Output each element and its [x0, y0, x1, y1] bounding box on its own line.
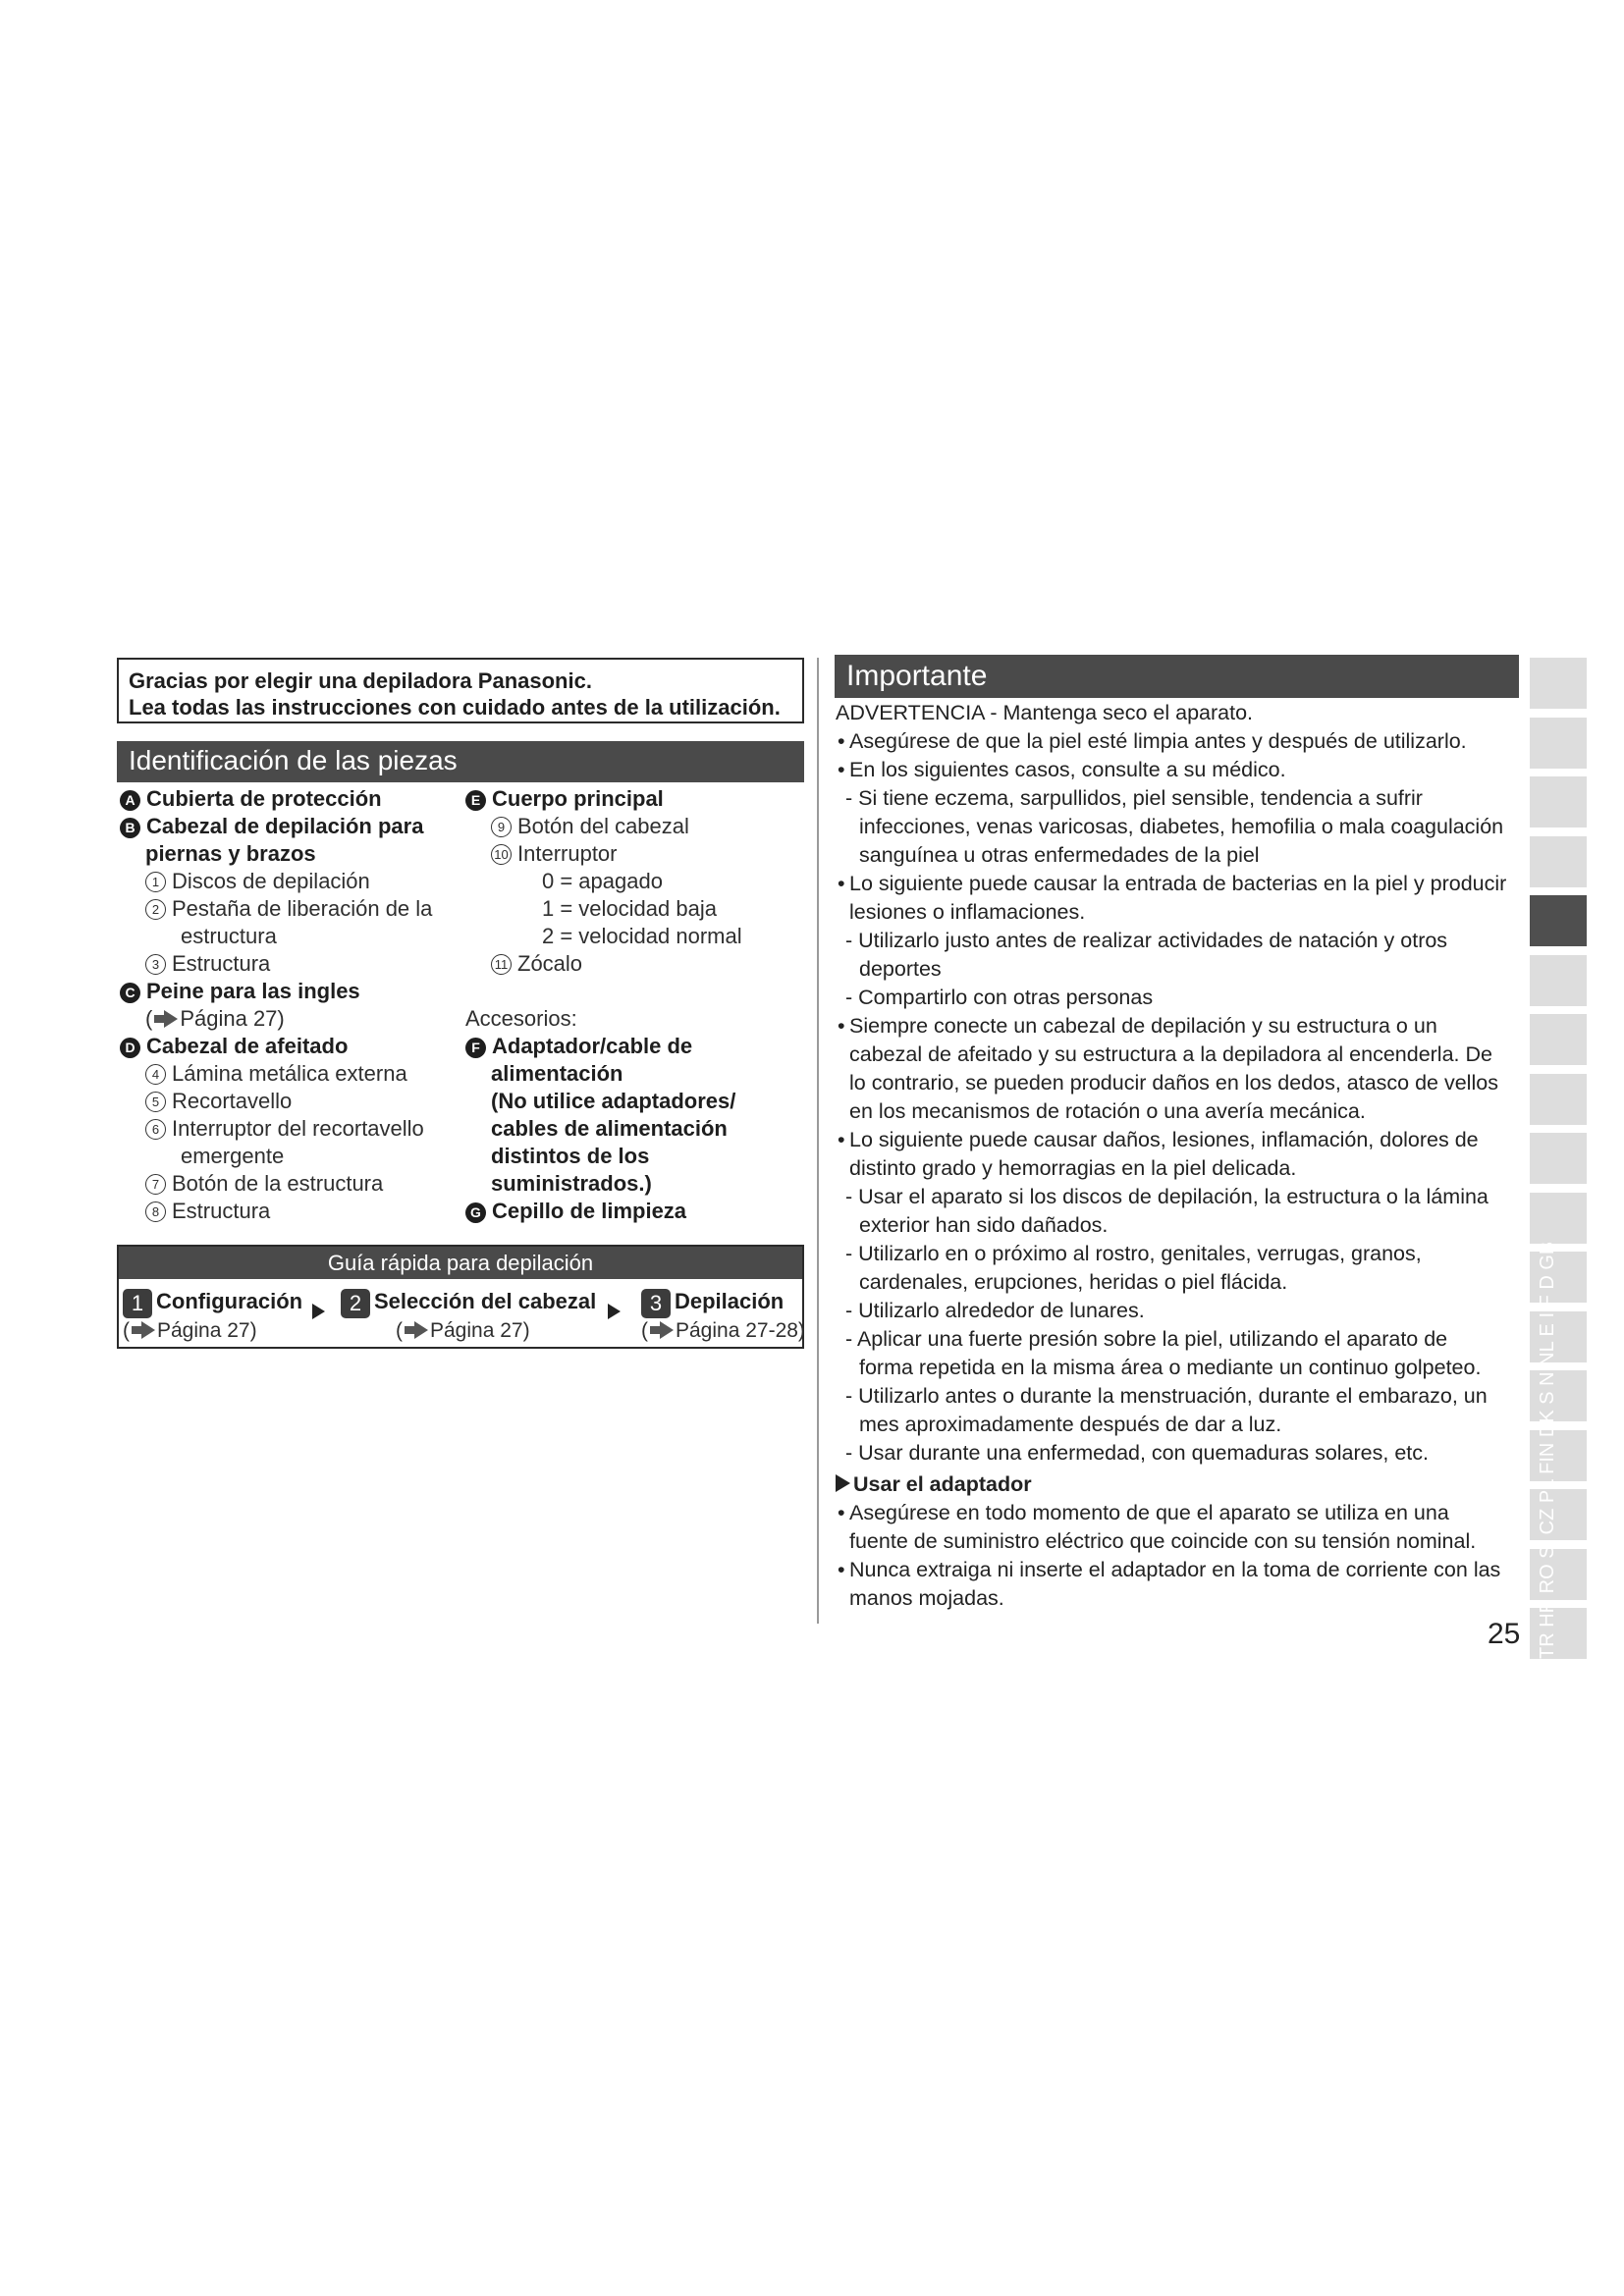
dash-line-cont: sanguínea u otras enfermedades de la piel — [859, 843, 1260, 867]
item-4: 4 Lámina metálica externa — [120, 1060, 454, 1088]
warning-line: ADVERTENCIA - Mantenga seco el aparato. — [836, 701, 1254, 724]
number-8-icon: 8 — [145, 1201, 166, 1222]
bullet-line: • Lo siguiente puede causar la entrada de bacterias en la piel y producir — [838, 872, 1507, 895]
part-f: F Adaptador/cable de — [465, 1033, 804, 1060]
step-2-title: Selección del cabezal — [374, 1289, 597, 1313]
bullet-line: • Nunca extraiga ni inserte el adaptador en la toma de corriente con las — [838, 1558, 1501, 1581]
part-d: D Cabezal de afeitado — [120, 1033, 454, 1060]
step-1-title: Configuración — [156, 1289, 303, 1313]
dash-line: - Si tiene eczema, sarpullidos, piel sensible, tendencia a sufrir — [845, 786, 1423, 810]
bullet-line: • Siempre conecte un cabezal de depilación y su estructura o un — [838, 1014, 1437, 1038]
parts-section-title: Identificación de las piezas — [117, 741, 804, 782]
accessories-label: Accesorios: — [465, 1006, 577, 1031]
language-tab — [1530, 776, 1587, 828]
dash-line-cont: mes aproximadamente después de dar a luz. — [859, 1413, 1282, 1436]
page-reference-icon — [141, 1321, 155, 1339]
number-9-icon: 9 — [491, 817, 512, 837]
item-11: 11 Zócalo — [465, 950, 804, 978]
part-f-line5: distintos de los — [491, 1144, 650, 1168]
language-tab — [1530, 1133, 1587, 1184]
bullet-line: • Asegúrese de que la piel esté limpia antes y después de utilizarlo. — [838, 729, 1467, 753]
step-1-number-icon: 1 — [123, 1289, 152, 1318]
bullet-line-cont: distinto grado y hemorragias en la piel delicada. — [849, 1156, 1297, 1180]
language-tab — [1530, 1074, 1587, 1125]
dash-line: - Utilizarlo antes o durante la menstruación, durante el embarazo, un — [845, 1384, 1488, 1408]
part-b-line2: piernas y brazos — [145, 841, 316, 866]
step-3-number-icon: 3 — [641, 1289, 671, 1318]
dash-line: - Utilizarlo alrededor de lunares. — [845, 1299, 1145, 1322]
page-reference-icon — [414, 1321, 428, 1339]
parts-list-left — [120, 785, 454, 1225]
language-tab — [1530, 1014, 1587, 1065]
item-3: 3 Estructura — [120, 950, 454, 978]
page-reference-icon — [660, 1321, 674, 1339]
parts-list-right — [465, 785, 804, 1225]
language-tab — [1530, 955, 1587, 1006]
dash-line: - Usar durante una enfermedad, con quemaduras solares, etc. — [845, 1441, 1429, 1465]
language-tab-labels: TR HR RO SI CZ PL FIN DK S N NL E I F D GB — [1537, 1241, 1558, 1659]
language-tab — [1530, 658, 1587, 709]
bullet-line-cont: lesiones o inflamaciones. — [849, 900, 1086, 924]
switch-2: 2 = velocidad normal — [542, 924, 742, 948]
language-tab — [1530, 718, 1587, 769]
badge-c-icon: C — [120, 983, 140, 1003]
part-c-page-ref: ( Página 27) — [145, 1006, 285, 1031]
part-f-line6: suministrados.) — [491, 1171, 652, 1196]
dash-line-cont: deportes — [859, 957, 942, 981]
number-4-icon: 4 — [145, 1064, 166, 1085]
item-1: 1 Discos de depilación — [120, 868, 454, 895]
number-3-icon: 3 — [145, 954, 166, 975]
triangle-right-icon — [836, 1474, 850, 1492]
bullet-line-cont: en los mecanismos de rotación o una avería mecánica. — [849, 1099, 1366, 1123]
badge-g-icon: G — [465, 1202, 486, 1223]
bullet-line-cont: lo contrario, se pueden producir daños en los dedos, atasco de vellos — [849, 1071, 1498, 1095]
step-2 — [341, 1288, 596, 1344]
step-1 — [123, 1288, 302, 1344]
badge-b-icon: B — [120, 818, 140, 838]
page-reference-icon — [164, 1010, 178, 1028]
number-7-icon: 7 — [145, 1174, 166, 1195]
item-7: 7 Botón de la estructura — [120, 1170, 454, 1198]
quick-guide — [117, 1245, 804, 1349]
important-text — [836, 699, 1523, 1613]
switch-1: 1 = velocidad baja — [542, 896, 717, 921]
number-1-icon: 1 — [145, 872, 166, 892]
dash-line-cont: infecciones, venas varicosas, diabetes, hemofilia o mala coagulación — [859, 815, 1504, 838]
bullet-line: • Lo siguiente puede causar daños, lesiones, inflamación, dolores de — [838, 1128, 1479, 1151]
dash-line: - Utilizarlo en o próximo al rostro, genitales, verrugas, granos, — [845, 1242, 1422, 1265]
number-6-icon: 6 — [145, 1119, 166, 1140]
number-10-icon: 10 — [491, 844, 512, 865]
item-10: 10 Interruptor — [465, 840, 804, 868]
dash-line-cont: forma repetida en la misma área o mediante un continuo golpeteo. — [859, 1356, 1482, 1379]
intro-box — [117, 658, 804, 723]
number-2-icon: 2 — [145, 899, 166, 920]
column-divider — [817, 658, 819, 1624]
step-3-ref: ( Página 27-28) — [641, 1319, 805, 1342]
dash-line-cont: cardenales, erupciones, heridas o piel flácida. — [859, 1270, 1288, 1294]
part-f-line2: alimentación — [491, 1061, 623, 1086]
page-number: 25 — [1488, 1618, 1521, 1650]
adapter-heading: Usar el adaptador — [836, 1470, 1523, 1499]
step-2-number-icon: 2 — [341, 1289, 370, 1318]
part-b: B Cabezal de depilación para — [120, 813, 454, 840]
part-c: C Peine para las ingles — [120, 978, 454, 1005]
intro-line-1: Gracias por elegir una depiladora Panasonic. — [129, 668, 592, 693]
part-a: A Cubierta de protección — [120, 785, 454, 813]
dash-line: - Compartirlo con otras personas — [845, 986, 1154, 1009]
language-tab — [1530, 836, 1587, 887]
number-11-icon: 11 — [491, 954, 512, 975]
dash-line-cont: exterior han sido dañados. — [859, 1213, 1109, 1237]
step-3-title: Depilación — [675, 1289, 785, 1313]
important-title: Importante — [835, 655, 1519, 698]
language-tab — [1530, 1193, 1587, 1244]
bullet-line: • Asegúrese en todo momento de que el aparato se utiliza en una — [838, 1501, 1449, 1524]
item-6-line2: emergente — [181, 1144, 285, 1168]
step-1-ref: ( Página 27) — [123, 1319, 257, 1342]
part-g: G Cepillo de limpieza — [465, 1198, 804, 1225]
language-tab — [1530, 895, 1587, 946]
next-arrow-icon — [312, 1304, 325, 1319]
dash-line: - Usar el aparato si los discos de depilación, la estructura o la lámina — [845, 1185, 1489, 1208]
part-e: E Cuerpo principal — [465, 785, 804, 813]
dash-line: - Utilizarlo justo antes de realizar actividades de natación y otros — [845, 929, 1448, 952]
number-5-icon: 5 — [145, 1092, 166, 1112]
part-f-line4: cables de alimentación — [491, 1116, 728, 1141]
bullet-line: • En los siguientes casos, consulte a su médico. — [838, 758, 1286, 781]
dash-line: - Aplicar una fuerte presión sobre la piel, utilizando el aparato de — [845, 1327, 1448, 1351]
intro-line-2: Lea todas las instrucciones con cuidado antes de la utilización. — [129, 695, 781, 720]
part-f-line3: (No utilice adaptadores/ — [491, 1089, 736, 1113]
quick-guide-title: Guía rápida para depilación — [119, 1247, 802, 1279]
item-6: 6 Interruptor del recortavello — [120, 1115, 454, 1143]
badge-d-icon: D — [120, 1038, 140, 1058]
badge-e-icon: E — [465, 790, 486, 811]
item-8: 8 Estructura — [120, 1198, 454, 1225]
bullet-line-cont: cabezal de afeitado y su estructura a la depiladora al encenderla. De — [849, 1042, 1492, 1066]
step-3 — [641, 1288, 805, 1344]
bullet-line-cont: fuente de suministro eléctrico que coincide con su tensión nominal. — [849, 1529, 1477, 1553]
next-arrow-icon — [608, 1304, 621, 1319]
badge-f-icon: F — [465, 1038, 486, 1058]
item-5: 5 Recortavello — [120, 1088, 454, 1115]
item-9: 9 Botón del cabezal — [465, 813, 804, 840]
badge-a-icon: A — [120, 790, 140, 811]
bullet-line-cont: manos mojadas. — [849, 1586, 1004, 1610]
step-2-ref: ( Página 27) — [396, 1319, 530, 1342]
item-2-line2: estructura — [181, 924, 277, 948]
item-2: 2 Pestaña de liberación de la — [120, 895, 454, 923]
switch-0: 0 = apagado — [542, 869, 663, 893]
